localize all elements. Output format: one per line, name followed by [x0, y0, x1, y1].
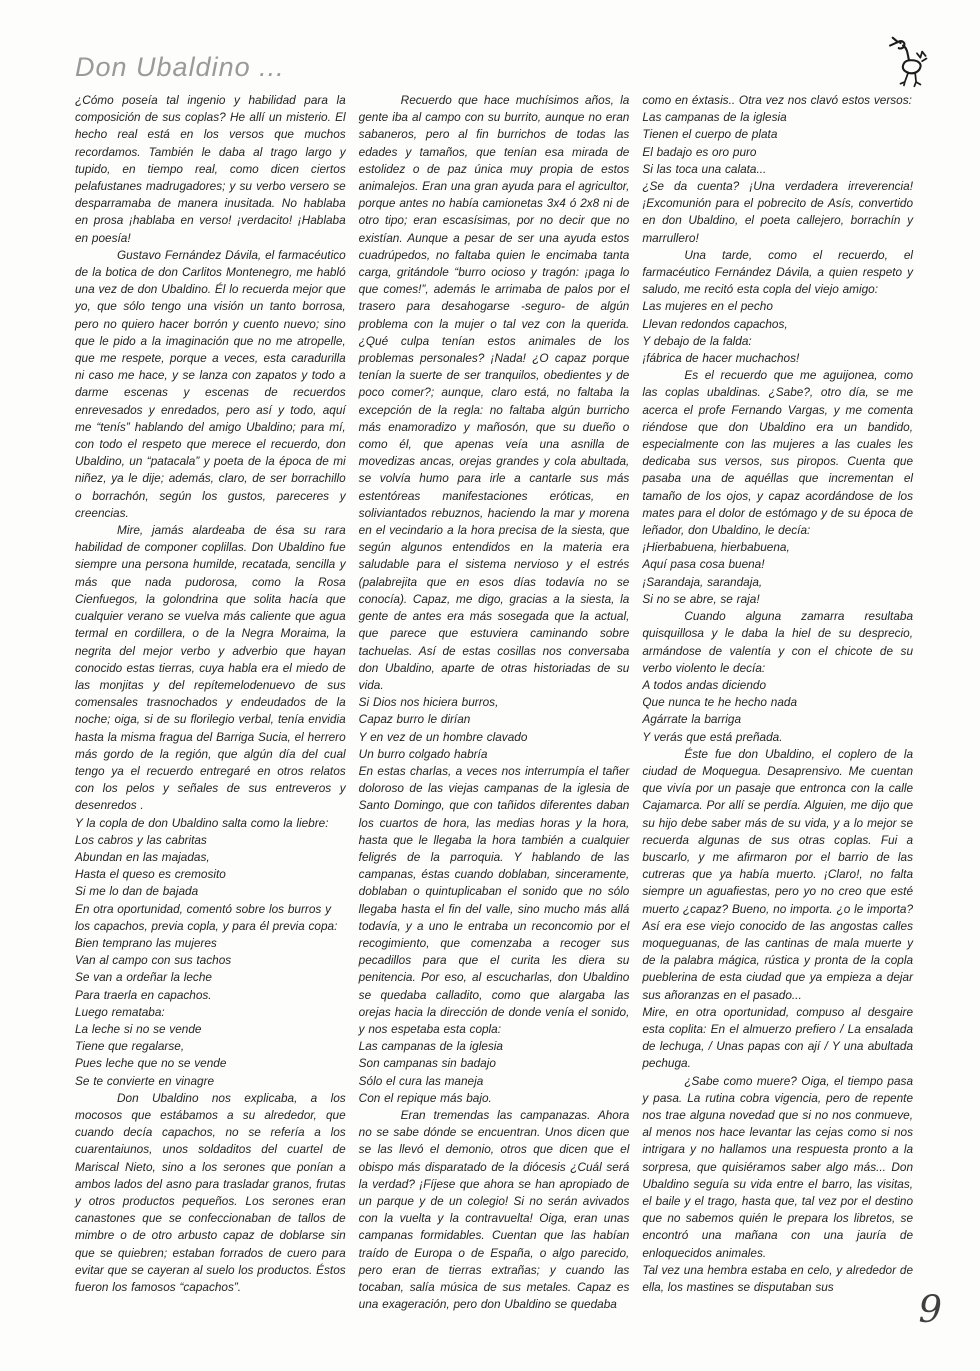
- text-column-3: [642, 92, 913, 1296]
- verse-line: Van al campo con sus tachos: [75, 953, 232, 968]
- paragraph: Éste fue don Ubaldino, el coplero de la ciudad de Moquegua. Desaprensivo. Me cuentan que vivía por un pasaje que entronca con la calle Cajamarca. Por allí se perdía. Alguien, me dijo que su hijo debe saber más de su vida, y a lo mejor se recuerda algunas de sus otras coplas. Fui a buscarlo, y me afirmaron por el barrio de las cutreras que ya había muerto. ¡Claro!, no falta siempre un aguafiestas, pero yo no creo que esté muerto ¿capaz? Bueno, no importa. ¿o le importa? Así era ese viejo conocido de las angostas calles moqueguanas, de las cantinas de mala muerte y de la palabra mágica, rústica y pronta de la copla pueblerina de esta ciudad que ya empieza a dejar sus añoranzas en el pasado...: [642, 746, 914, 1002]
- verse-line: Si no se abre, se raja!: [642, 591, 760, 606]
- verse-line: Para traerla en capachos.: [75, 987, 212, 1002]
- verse-line: La leche si no se vende: [75, 1021, 202, 1036]
- paragraph: Cuando alguna zamarra resultaba quisquillosa y le daba la hiel de su desprecio, armándose de valentía y con el chicote de su verbo violento le decía:: [642, 609, 914, 675]
- text-column-2: [359, 92, 630, 1313]
- paragraph: Gustavo Fernández Dávila, el farmacéutico de la botica de don Carlitos Montenegro, me habló una vez de don Ubaldino. Él lo recuerda mejor que yo, que sólo tengo una visión un tanto borrosa, pero no quiero hacer borrón y cuento nuevo; sino que le pido a la imaginación que no me atropelle, que me respete, porque a veces, esta caradurilla ni caso me hace, y se lanza con zapatos y todo a darme escenas y escenas de recuerdos enrevesados y enredados, pero así y todo, aquí me “tenís” hablando del amigo Ubaldino; para mí, con todo el respeto que merece el recuerdo, don Ubaldino, un “patacala” y poeta de la época de mi niñez, ya le dije; además, claro, de ser borrachillo o borrachón, según los gustos, pareceres y creencias.: [75, 247, 346, 520]
- verse-line: Son campanas sin badajo: [358, 1056, 496, 1071]
- verse-line: Sólo el cura las maneja: [358, 1073, 484, 1088]
- verse-line: Se te convierte en vinagre: [75, 1073, 215, 1088]
- verse-line: Los cabros y las cabritas: [75, 832, 207, 847]
- verse-line: Se van a ordeñar la leche: [75, 970, 212, 985]
- page-number: 9: [918, 1288, 942, 1331]
- paragraph: ¿Se da cuenta? ¡Una verdadera irreverencia! ¡Excomunión para el pobrecito de Asís, convertido en don Ubaldino, el poeta callejero, borrachín y marrullero!: [642, 179, 914, 245]
- verse-line: Hasta el queso es cremosito: [75, 867, 226, 882]
- paragraph: En estas charlas, a veces nos interrumpía el tañer doloroso de las viejas campanas de la iglesia de Santo Domingo, que con tañidos diferentes daban los cuartos de hora, las medias horas y la hora, hasta que le llegaba la hora también a cualquier feligrés de la parroquia. Y hablando de las campanas, éstas cuando doblaban, sinceramente, doblaban o quintuplicaban el sonido que no sólo llegaba hasta el fin del valle, sino mucho más allá todavía, y a uno le entraba un reconcomio por el recogimiento, que comenzaba a recoger sus pecadillos para que el curita les diera su penitencia. Por eso, al escucharlas, don Ubaldino se quedaba calladito, como que alargaba las orejas hacia la dirección de donde venía el sonido, y nos espetaba esta copla:: [358, 763, 630, 1036]
- verse-line: Agárrate la barriga: [642, 712, 742, 727]
- verse-line: ¡fábrica de hacer muchachos!: [642, 351, 800, 366]
- verse-line: Tiene que regalarse,: [75, 1039, 185, 1054]
- paragraph: Recuerdo que hace muchísimos años, la gente iba al campo con su burrito, aunque no eran sabaneros, pero al fin burrichos de todas las edades y tamaños, que tenían esa mirada de estolidez o de paz única muy propia de estos animalejos. Eran una gran ayuda para el agricultor, porque antes no había camionetas 3x4 ó 2x8 ni de otro tipo; eran escasísimas, por no decir que no existían. Aunque a pesar de ser una ayuda estos cuadrúpedos, no faltaba quien le encimaba tanta carga, gritándole “burro ocioso y tragón: ¡paga lo que comes!”, además le arrimaba de palos por el trasero para desahogarse -seguro- de algún problema con la mujer o tal vez con la querida. ¿Qué culpa tenían estos animales de los problemas personales? ¡Nada! ¿O capaz porque tenían la suerte de ser tranquilos, obedientes y de poco comer?; aunque, claro está, no faltaba la excepción de la regla: no faltaba algún burricho más enamoradizo y mañosón, que su dueño o como él, que apenas veía una asnilla de movedizas ancas, orejas grandes y cola abultada, se volvía humo para irle a cantarle sus más estentóreas manifestaciones eróticas, en soliviantados rebuznos, haciendo la mar y morena en el vecindario a la hora precisa de la siesta, que según algunos entendidos en la materia era saludable para el sistema nervioso y el estrés (palabrejita que en esos días todavía no se conocía). Capaz, me digo, gracias a la siesta, la gente de antes era más sosegada que la actual, que parece que estuviera caminando sobre tachuelas. Así de estas cosillas nos conversaba don Ubaldino, aparte de otras historiadas de su vida.: [358, 93, 630, 692]
- verse-line: Capaz burro le dirían: [358, 712, 471, 727]
- paragraph: Eran tremendas las campanazas. Ahora no se sabe dónde se encuentran. Unos dicen que se las llevó el demonio, otros que dicen que el obispo más disparatado de la diócesis ¿Cuál será la verdad? ¡Fíjese que ahora se han apropiado de un parque y de un colegio! Si no serán avivados con la vuelta y la contravuelta! Oiga, eran unas campanas formidables. Cuentan que las habían traído de Europa o de España, o algo parecido, pero eran de tierras extrañas; y cuando las tocaban, salía música de sus metales. Capaz es una exageración, pero don Ubaldino se quedaba: [358, 1107, 630, 1312]
- text-column-1: [75, 92, 346, 1296]
- verse-line: Un burro colgado habría: [358, 746, 488, 761]
- paragraph: Es el recuerdo que me aguijonea, como las coplas ubaldinas. ¿Sabe?, otro día, se me acerca el profe Fernando Vargas, y me comenta riéndose que don Ubaldino era un bandido, especialmente con las mujeres a las cuales les dedicaba sus versos, sus piropos. Cuenta que pasaba una de aquéllas que incrementan el tamaño de los ojos, y capaz acordándose de los mates para el dolor de estómago y de su época de leñador, don Ubaldino, le decía:: [642, 368, 914, 538]
- paragraph: Una tarde, como el recuerdo, el farmacéutico Fernández Dávila, a quien respeto y saludo, me recitó esta copla del viejo amigo:: [642, 247, 914, 297]
- verse-line: Aquí pasa cosa buena!: [642, 557, 765, 572]
- page-title: Don Ubaldino ...: [75, 52, 285, 82]
- verse-line: Y la copla de don Ubaldino salta como la liebre:: [75, 815, 329, 830]
- verse-line: Las campanas de la iglesia: [642, 110, 787, 125]
- paragraph: Don Ubaldino nos explicaba, a los mocosos que estábamos a su alrededor, que cuando decía capachos, no se refería a los cuarentaiunos, unos soldaditos del cuartel de Mariscal Nieto, sino a los serones que ponían a ambos lados del asno para trasladar granos, frutas y otros productos pequeños. Los serones eran canastones que se confeccionaban de tallos de mimbre o de otro arbusto capaz de doblarse sin que se quiebren; estaban forrados de cuero para evitar que se cayeran al suelo los productos. Éstos fueron los famosos “capachos”.: [75, 1090, 346, 1295]
- verse-line: Luego remataba:: [75, 1004, 165, 1019]
- verse-line: Si Dios nos hiciera burros,: [358, 695, 499, 710]
- verse-line: Llevan redondos capachos,: [642, 316, 788, 331]
- verse-line: Con el repique más bajo.: [358, 1090, 492, 1105]
- verse-line: A todos andas diciendo: [642, 677, 767, 692]
- verse-line: Pues leche que no se vende: [75, 1056, 227, 1071]
- verse-line: Y verás que está preñada.: [642, 729, 783, 744]
- verse-line: Si me lo dan de bajada: [75, 884, 199, 899]
- verse-line: El badajo es oro puro: [642, 144, 757, 159]
- paragraph: Tal vez una hembra estaba en celo, y alrededor de ella, los mastines se disputaban sus: [642, 1262, 914, 1295]
- paragraph: como en éxtasis.. Otra vez nos clavó estos versos:: [642, 93, 912, 107]
- verse-line: Bien temprano las mujeres: [75, 935, 217, 950]
- paragraph: ¿Cómo poseía tal ingenio y habilidad para la composición de sus coplas? He allí un misterio. El hecho real está en los versos que muchos recordamos. También le daba al trago largo y tupido, en tiempo real, como dicen ciertos pelafustanes madrugadores; y su verbo versero se desparramaba de manera inusitada. No hablaba en prosa ¡hablaba en verso! ¡verdacito! ¡Hablaba en poesía!: [75, 93, 346, 245]
- verse-line: Y debajo de la falda:: [642, 333, 752, 348]
- verse-line: Tienen el cuerpo de plata: [642, 127, 778, 142]
- verse-line: ¡Sarandaja, sarandaja,: [642, 574, 763, 589]
- paragraph: ¿Sabe como muere? Oiga, el tiempo pasa y pasa. La rutina cobra vigencia, pero de repente nos trae alguna novedad que si no nos conmueve, al menos nos hace levantar las cejas como si nos intrigara y no hallamos una respuesta pronto a la sorpresa, que quisiéramos saber algo más... Don Ubaldino seguía su vida entre el barro, las visitas, el baile y el trago, hasta que, tal vez por el destino que no sabemos quién le prepara los libretos, se encontró una mañana con una jauría de enloquecidos animales.: [642, 1073, 914, 1260]
- verse-line: ¡Hierbabuena, hierbabuena,: [642, 540, 790, 555]
- verse-line: Que nunca te he hecho nada: [642, 695, 798, 710]
- verse-line: Si las toca una calata...: [642, 161, 767, 176]
- verse-line: Las campanas de la iglesia: [358, 1039, 503, 1054]
- verse-line: En otra oportunidad, comentó sobre los burros y los capachos, previa copla, y para él previa copa:: [75, 901, 338, 933]
- verse-line: Y en vez de un hombre clavado: [358, 729, 528, 744]
- paragraph: Mire, en otra oportunidad, compuso al desgaire esta coplita: En el almuerzo prefiero / La ensalada de lechuga, / Unas papas con ají / Y una abultada pechuga.: [642, 1004, 914, 1071]
- article-content: [75, 52, 913, 1313]
- verse-line: Las mujeres en el pecho: [642, 299, 773, 314]
- three-column-text: [75, 92, 913, 1313]
- paragraph: Mire, jamás alardeaba de ésa su rara habilidad de componer coplillas. Don Ubaldino fue siempre una persona humilde, recatada, sencilla y más que nada pudorosa, como la Rosa Cienfuegos, la golondrina que solita hacía que cualquier verano se vuelva más caliente que agua termal en cordillera, o de la Negra Moraima, la negrita del mejor verbo y adverbio que hayan conocido estas tierras, cuya habla era el miedo de las monjitas y del repítemelodenuevo de sus comensales trasnochados y endeudados de la noche; oiga, si de su florilegio verbal, tenía envidia hasta la misma fragua del Barriga Sucia, el herrero más gordo de la región, que algún día del cual tengo ya el recuerdo entregaré en otros relatos con los pelos y señales de sus entreveros y desenredos .: [75, 523, 346, 813]
- verse-line: Abundan en las majadas,: [75, 849, 210, 864]
